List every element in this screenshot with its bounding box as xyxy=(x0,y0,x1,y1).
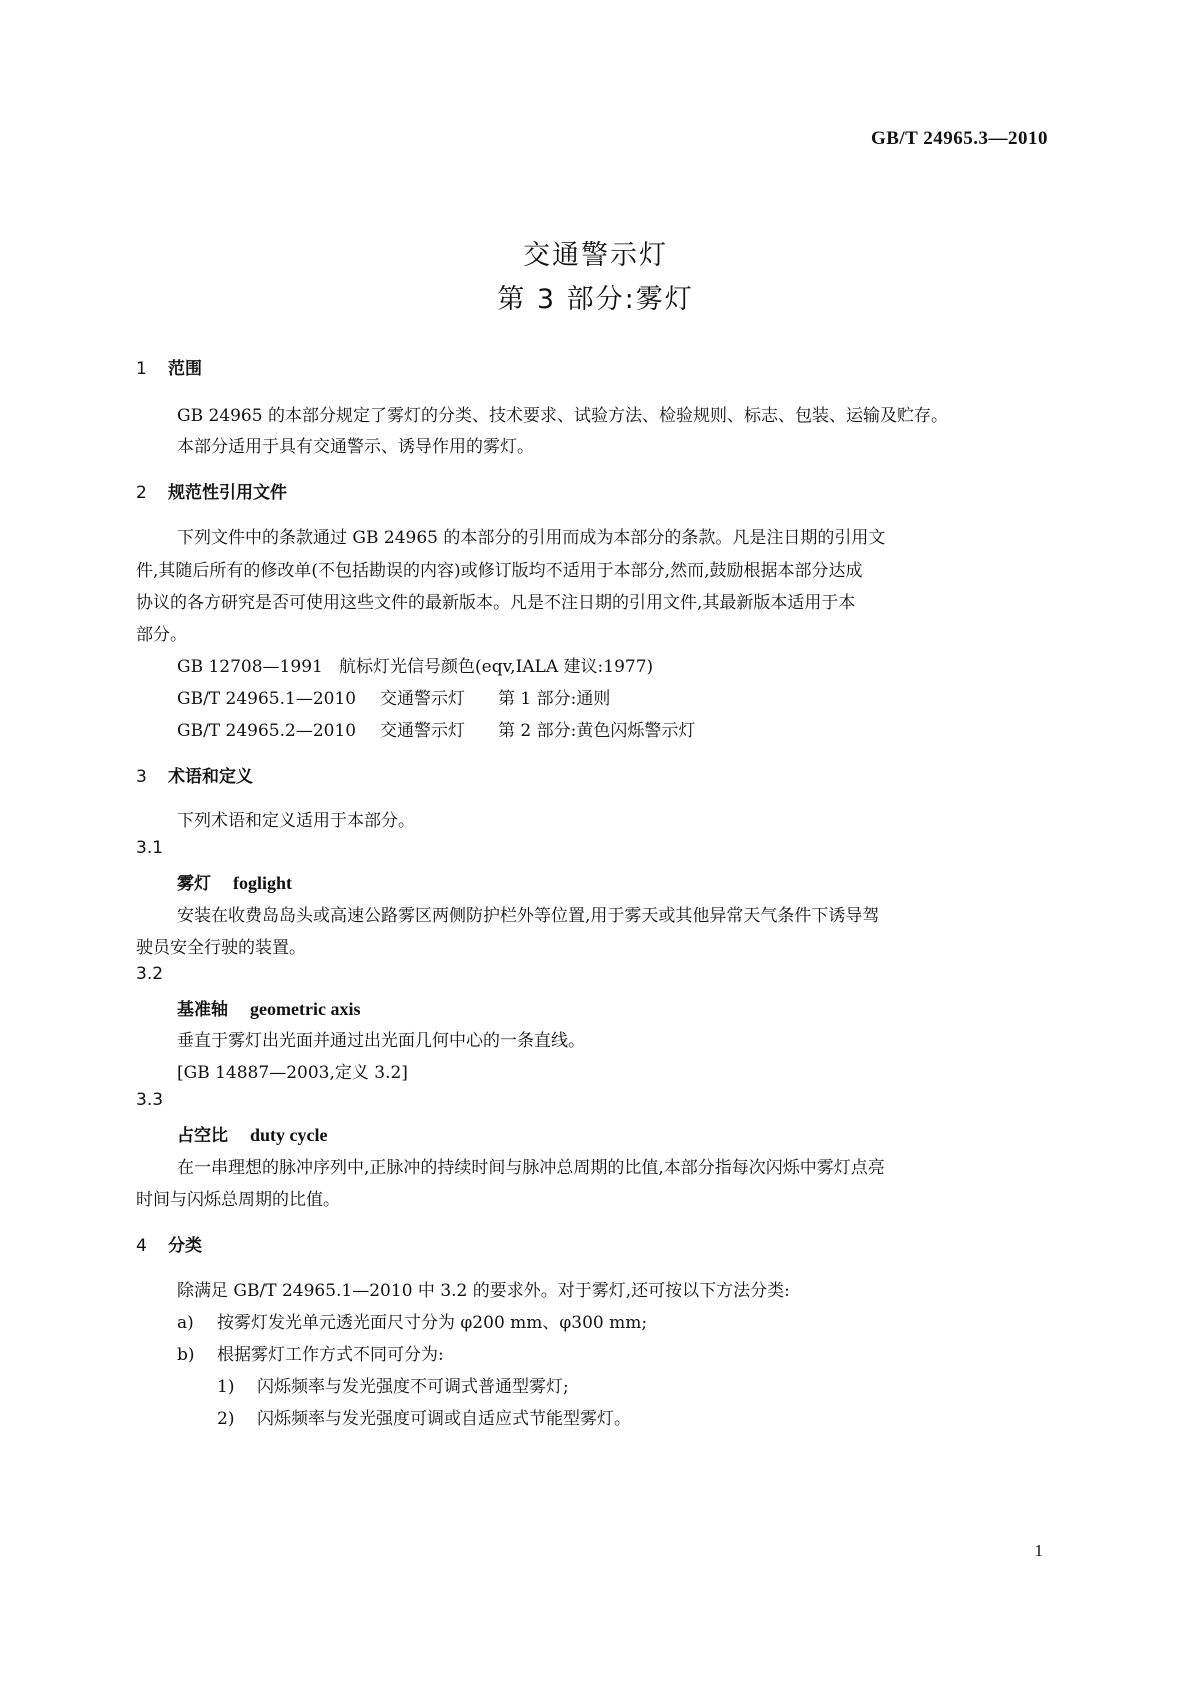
term-heading xyxy=(177,1121,327,1146)
section-number: 4 xyxy=(136,1236,147,1256)
term-en: duty cycle xyxy=(250,1125,328,1145)
reference-title: 交通警示灯 xyxy=(380,721,465,741)
section-number: 2 xyxy=(136,483,147,503)
reference-title: 航标灯光信号颜色(eqv,IALA 建议:1977) xyxy=(339,657,654,677)
term-number: 3.1 xyxy=(136,838,164,858)
section-heading-2 xyxy=(136,478,287,503)
list-marker: 2) xyxy=(217,1409,235,1429)
paragraph: 本部分适用于具有交通警示、诱导作用的雾灯。 xyxy=(177,437,534,457)
section-title: 术语和定义 xyxy=(168,767,253,787)
definition-line: 时间与闪烁总周期的比值。 xyxy=(136,1190,340,1210)
paragraph: GB 24965 的本部分规定了雾灯的分类、技术要求、试验方法、检验规则、标志、包装、运输及贮存。 xyxy=(177,406,948,426)
section-title: 分类 xyxy=(168,1236,202,1256)
document-number: GB/T 24965.3—2010 xyxy=(870,128,1048,149)
section-title: 范围 xyxy=(168,359,202,379)
list-marker: a) xyxy=(177,1313,194,1333)
term-heading xyxy=(177,869,292,894)
definition-line: 在一串理想的脉冲序列中,正脉冲的持续时间与脉冲总周期的比值,本部分指每次闪烁中雾灯点亮 xyxy=(177,1158,885,1178)
reference-code: GB 12708—1991 xyxy=(177,657,323,677)
reference-part: 第 1 部分:通则 xyxy=(498,689,611,709)
paragraph: 下列术语和定义适用于本部分。 xyxy=(177,811,415,831)
paragraph-line: 部分。 xyxy=(136,625,187,645)
list-text: 闪烁频率与发光强度可调或自适应式节能型雾灯。 xyxy=(257,1409,631,1429)
term-heading xyxy=(177,995,360,1020)
list-marker: b) xyxy=(177,1345,195,1365)
term-en: geometric axis xyxy=(250,999,361,1019)
list-text: 按雾灯发光单元透光面尺寸分为 φ200 mm、φ300 mm; xyxy=(217,1313,648,1333)
definition-line: 安装在收费岛岛头或高速公路雾区两侧防护栏外等位置,用于雾天或其他异常天气条件下诱导驾 xyxy=(177,906,880,926)
term-zh: 占空比 xyxy=(177,1126,228,1146)
list-text: 闪烁频率与发光强度不可调式普通型雾灯; xyxy=(257,1377,569,1397)
section-number: 3 xyxy=(136,767,147,787)
paragraph-line: 协议的各方研究是否可使用这些文件的最新版本。凡是不注日期的引用文件,其最新版本适用于本 xyxy=(136,593,856,613)
term-number: 3.2 xyxy=(136,964,164,984)
reference-item xyxy=(177,652,653,677)
page-number: 1 xyxy=(1034,1541,1043,1560)
list-text: 根据雾灯工作方式不同可分为: xyxy=(217,1345,444,1365)
definition-line: 驶员安全行驶的装置。 xyxy=(136,938,306,958)
reference-code: GB/T 24965.1—2010 xyxy=(177,689,357,709)
paragraph-line: 件,其随后所有的修改单(不包括勘误的内容)或修订版均不适用于本部分,然而,鼓励根据本部分达成 xyxy=(136,561,863,581)
section-title: 规范性引用文件 xyxy=(168,483,287,503)
list-item xyxy=(177,1308,647,1333)
list-item xyxy=(217,1404,631,1429)
list-item xyxy=(177,1340,444,1365)
term-zh: 雾灯 xyxy=(177,874,211,894)
definition: 垂直于雾灯出光面并通过出光面几何中心的一条直线。 xyxy=(177,1031,585,1051)
section-heading-4 xyxy=(136,1231,202,1256)
reference-code: GB/T 24965.2—2010 xyxy=(177,721,357,741)
section-number: 1 xyxy=(136,359,147,379)
term-zh: 基准轴 xyxy=(177,1000,228,1020)
section-heading-1 xyxy=(136,354,202,379)
reference-item xyxy=(177,684,610,709)
list-item xyxy=(217,1372,569,1397)
term-number: 3.3 xyxy=(136,1090,164,1110)
section-heading-3 xyxy=(136,762,253,787)
definition-source: [GB 14887—2003,定义 3.2] xyxy=(177,1063,408,1083)
paragraph-line: 下列文件中的条款通过 GB 24965 的本部分的引用而成为本部分的条款。凡是注日期的引用文 xyxy=(177,528,886,548)
reference-item xyxy=(177,716,695,741)
reference-title: 交通警示灯 xyxy=(380,689,465,709)
page-title: 交通警示灯 xyxy=(523,240,668,271)
term-en: foglight xyxy=(233,873,293,893)
list-marker: 1) xyxy=(217,1377,235,1397)
paragraph: 除满足 GB/T 24965.1—2010 中 3.2 的要求外。对于雾灯,还可按以下方法分类: xyxy=(177,1281,790,1301)
page-subtitle: 第 3 部分:雾灯 xyxy=(497,284,694,315)
reference-part: 第 2 部分:黄色闪烁警示灯 xyxy=(498,721,696,741)
